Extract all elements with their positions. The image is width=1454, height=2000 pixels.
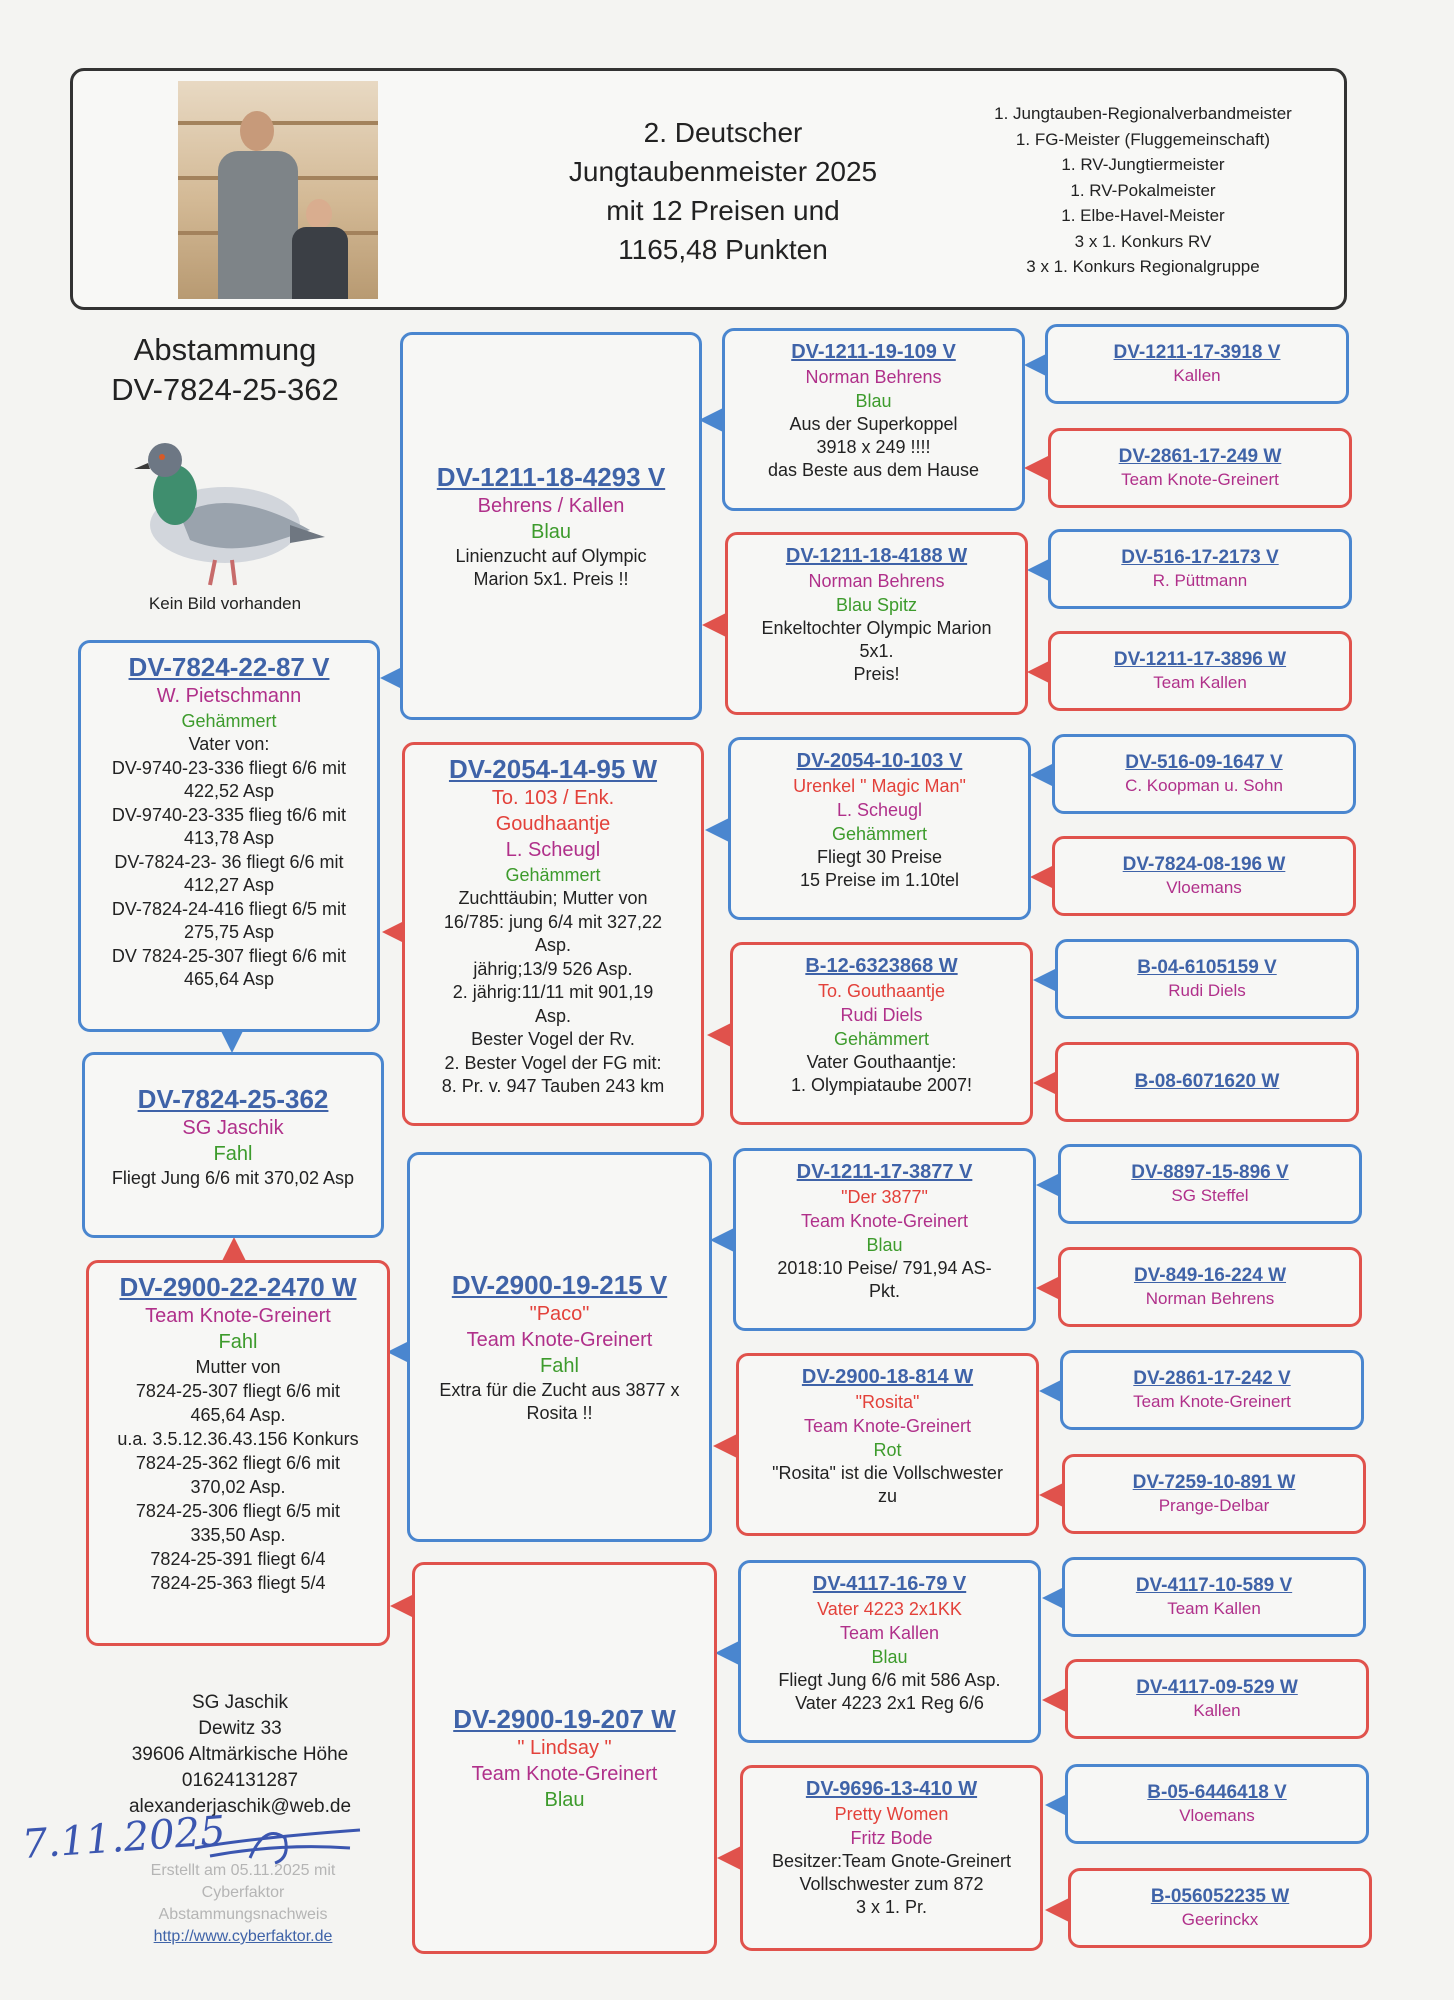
notes: "Rosita" ist die Vollschwester zu	[772, 1463, 1003, 1506]
gen4-card-5[interactable]	[1052, 734, 1356, 814]
color: Blau	[544, 1789, 585, 1811]
gen4-card-9[interactable]	[1058, 1144, 1362, 1224]
owner: L. Scheugl	[505, 839, 601, 861]
gen3-card-4[interactable]	[730, 942, 1033, 1125]
championship-headline: 2. Deutscher Jungtaubenmeister 2025 mit 12 Preisen und 1165,48 Punkten	[568, 117, 878, 265]
color: Gehämmert	[505, 865, 601, 885]
gen4-card-15[interactable]	[1065, 1764, 1369, 1844]
notes: Linienzucht auf Olympic Marion 5x1. Preis !!	[455, 546, 647, 589]
ring-number[interactable]: DV-2861-17-242 V	[1133, 1368, 1291, 1389]
owner: Kallen	[1173, 366, 1221, 385]
ring-number[interactable]: B-08-6071620 W	[1134, 1071, 1280, 1092]
gen4-card-13[interactable]	[1062, 1557, 1366, 1637]
ring-number[interactable]: DV-1211-18-4188 W	[785, 545, 968, 567]
color: Blau	[530, 521, 572, 543]
notes: Extra für die Zucht aus 3877 x Rosita !!	[439, 1380, 680, 1423]
gen3-card-7[interactable]	[738, 1560, 1041, 1743]
pigeon-name: " Lindsay "	[517, 1737, 612, 1759]
ring-number[interactable]: DV-2900-18-814 W	[801, 1366, 974, 1388]
owner: Norman Behrens	[805, 367, 942, 387]
title-item: 3 x 1. Konkurs RV	[1074, 231, 1212, 251]
dam-color: Fahl	[218, 1331, 258, 1353]
ring-number[interactable]: DV-849-16-224 W	[1133, 1265, 1287, 1286]
ring-number[interactable]: DV-4117-10-589 V	[1135, 1575, 1293, 1596]
title-item: 1. FG-Meister (Fluggemeinschaft)	[1015, 129, 1271, 149]
ring-number[interactable]: DV-1211-18-4293 V	[436, 462, 666, 492]
cyberfaktor-link[interactable]: http://www.cyberfaktor.de	[153, 1928, 333, 1945]
grandsire-paternal-card[interactable]	[400, 332, 702, 720]
owner: Team Knote-Greinert	[1121, 470, 1279, 489]
notes: Enkeltochter Olympic Marion 5x1. Preis!	[761, 618, 992, 684]
subject-owner: SG Jaschik	[182, 1117, 284, 1139]
gen4-card-4[interactable]	[1048, 631, 1352, 711]
ring-number[interactable]: DV-9696-13-410 W	[805, 1778, 978, 1800]
gen4-card-2[interactable]	[1048, 428, 1352, 508]
gen3-card-8[interactable]	[740, 1765, 1043, 1951]
sire-owner: W. Pietschmann	[156, 685, 302, 707]
pigeon-name: Urenkel " Magic Man"	[793, 776, 966, 796]
dam-owner: Team Knote-Greinert	[145, 1305, 331, 1327]
color: Gehämmert	[833, 1029, 930, 1049]
gen3-card-6[interactable]	[736, 1353, 1039, 1536]
dam-notes: Mutter von 7824-25-307 fliegt 6/6 mit 465,64 Asp. u.a. 3.5.12.36.43.156 Konkurs 7824-25-362 fliegt 6/6 mit 370,02 Asp. 7824-25-306 fliegt 6/5 mit 335,50 Asp. 7824-25-391 fliegt 6/4 7824-25-363 fliegt 5/4	[117, 1357, 359, 1593]
title-item: 1. RV-Jungtiermeister	[1061, 155, 1225, 174]
titles-list	[953, 101, 1333, 280]
ring-number[interactable]: B-05-6446418 V	[1147, 1782, 1287, 1803]
breeder-contact	[105, 1690, 375, 1820]
owner: Team Kallen	[839, 1623, 940, 1643]
notes: Zuchttäubin; Mutter von 16/785: jung 6/4 mit 327,22 Asp. jährig;13/9 526 Asp. 2. jährig:11/11 mit 901,19 Asp. Bester Vogel der Rv. 2. Bester Vogel der FG mit: 8. Pr. v. 947 Tauben 243 km	[441, 888, 665, 1096]
color: Blau	[855, 391, 892, 411]
sire-notes: Vater von: DV-9740-23-336 fliegt 6/6 mit 422,52 Asp DV-9740-23-335 flieg t6/6 mit 413,78 Asp DV-7824-23- 36 fliegt 6/6 mit 412,27 Asp DV-7824-24-416 fliegt 6/5 mit 275,75 Asp DV 7824-25-307 fliegt 6/6 mit 465,64 Asp	[111, 734, 347, 989]
pigeon-name: Pretty Women	[834, 1804, 949, 1824]
pigeon-name: To. 103 / Enk. Goudhaantje	[491, 787, 615, 835]
ring-number[interactable]: DV-516-09-1647 V	[1125, 752, 1283, 773]
notes: Fliegt Jung 6/6 mit 586 Asp. Vater 4223 2x1 Reg 6/6	[778, 1670, 1001, 1713]
notes: 2018:10 Peise/ 791,94 AS- Pkt.	[777, 1258, 992, 1301]
ring-number[interactable]: DV-1211-19-109 V	[791, 341, 956, 363]
ring-number[interactable]: DV-4117-16-79 V	[812, 1573, 967, 1595]
contact-city: 39606 Altmärkische Höhe	[131, 1744, 349, 1765]
color: Gehämmert	[831, 824, 928, 844]
pigeon-name: "Der 3877"	[841, 1187, 928, 1207]
gen4-card-8[interactable]	[1055, 1042, 1359, 1122]
owner: Team Knote-Greinert	[800, 1211, 969, 1231]
owner: Vloemans	[1179, 1806, 1255, 1825]
owner: Rudi Diels	[1168, 981, 1246, 1000]
gen4-card-14[interactable]	[1065, 1659, 1369, 1739]
color: Fahl	[540, 1355, 579, 1377]
owner: Norman Behrens	[808, 571, 945, 591]
owner: SG Steffel	[1171, 1186, 1249, 1205]
gen3-card-3[interactable]	[728, 737, 1031, 920]
notes: Aus der Superkoppel 3918 x 249 !!!! das Beste aus dem Hause	[767, 414, 980, 480]
ring-number[interactable]: DV-2900-19-207 W	[453, 1704, 676, 1734]
contact-phone: 01624131287	[181, 1770, 299, 1791]
pigeon-placeholder-image	[120, 425, 330, 595]
color: Blau	[871, 1647, 908, 1667]
notes: Vater Gouthaantje: 1. Olympiataube 2007!	[790, 1052, 973, 1095]
gen4-card-3[interactable]	[1048, 529, 1352, 609]
granddam-paternal-card[interactable]	[402, 742, 704, 1126]
ring-number[interactable]: DV-1211-17-3918 V	[1113, 342, 1281, 363]
software-credit: Erstellt am 05.11.2025 mit Cyberfaktor Abstammungsnachweis http://www.cyberfaktor.de	[118, 1860, 368, 1948]
owner: Team Knote-Greinert	[1133, 1392, 1291, 1411]
owner: Behrens / Kallen	[477, 495, 625, 517]
gen4-card-6[interactable]	[1052, 836, 1356, 916]
contact-email[interactable]: alexanderjaschik@web.de	[128, 1796, 352, 1817]
gen4-card-16[interactable]	[1068, 1868, 1372, 1948]
ring-number[interactable]: DV-2054-14-95 W	[448, 754, 658, 784]
ring-number[interactable]: DV-1211-17-3896 W	[1113, 649, 1287, 670]
gen4-card-1[interactable]	[1045, 324, 1349, 404]
owner: Team Knote-Greinert	[803, 1416, 972, 1436]
sire-ring-number[interactable]: DV-7824-22-87 V	[128, 652, 330, 682]
ring-number[interactable]: DV-1211-17-3877 V	[796, 1161, 973, 1183]
pigeon-name: "Paco"	[529, 1303, 590, 1325]
color: Blau Spitz	[835, 595, 918, 615]
pedigree-heading: Abstammung DV-7824-25-362	[111, 332, 339, 407]
sire-card[interactable]	[78, 640, 380, 1032]
owner: C. Koopman u. Sohn	[1125, 776, 1283, 795]
contact-street: Dewitz 33	[198, 1718, 282, 1739]
ring-number[interactable]: DV-8897-15-896 V	[1131, 1162, 1289, 1183]
subject-color: Fahl	[213, 1143, 253, 1165]
handwritten-date-signature: 7.11.2025	[20, 1807, 227, 1869]
gen4-card-11[interactable]	[1060, 1350, 1364, 1430]
owner: Fritz Bode	[850, 1828, 933, 1848]
ring-number[interactable]: B-04-6105159 V	[1137, 957, 1277, 978]
granddam-maternal-card[interactable]	[412, 1562, 717, 1954]
gen4-card-12[interactable]	[1062, 1454, 1366, 1534]
ring-number[interactable]: DV-2861-17-249 W	[1118, 446, 1282, 467]
title-item: 1. Jungtauben-Regionalverbandmeister	[994, 104, 1292, 123]
ring-number[interactable]: B-056052235 W	[1150, 1886, 1290, 1907]
gen3-card-1[interactable]	[722, 328, 1025, 511]
owner: Team Kallen	[1167, 1599, 1261, 1618]
dam-card[interactable]	[86, 1260, 390, 1646]
gen3-card-5[interactable]	[733, 1148, 1036, 1331]
gen3-card-2[interactable]	[725, 532, 1028, 715]
header-banner	[70, 68, 1347, 310]
ring-number[interactable]: DV-2054-10-103 V	[796, 750, 963, 772]
owner: Norman Behrens	[1145, 1289, 1275, 1308]
subject-card[interactable]	[82, 1052, 384, 1238]
owner: Prange-Delbar	[1158, 1496, 1270, 1515]
owner: Kallen	[1193, 1701, 1241, 1720]
grandsire-maternal-card[interactable]	[407, 1152, 712, 1542]
subject-ring-number[interactable]: DV-7824-25-362	[137, 1084, 329, 1114]
gen4-card-10[interactable]	[1058, 1247, 1362, 1327]
notes: Fliegt 30 Preise 15 Preise im 1.10tel	[799, 847, 960, 890]
owner: Geerinckx	[1181, 1910, 1259, 1929]
owner: Rudi Diels	[840, 1005, 923, 1025]
sire-color: Gehämmert	[181, 711, 277, 731]
ring-number[interactable]: DV-516-17-2173 V	[1121, 547, 1279, 568]
title-item: 1. RV-Pokalmeister	[1070, 180, 1216, 200]
ring-number[interactable]: B-12-6323868 W	[805, 955, 958, 977]
owner: Team Knote-Greinert	[471, 1763, 658, 1785]
pigeon-name: To. Gouthaantje	[817, 981, 946, 1001]
ring-number[interactable]: DV-4117-09-529 W	[1136, 1677, 1298, 1698]
ring-number[interactable]: DV-7824-08-196 W	[1122, 854, 1286, 875]
no-image-caption: Kein Bild vorhanden	[148, 594, 302, 613]
owner: L. Scheugl	[836, 800, 923, 820]
title-item: 1. Elbe-Havel-Meister	[1061, 206, 1225, 225]
gen4-card-7[interactable]	[1055, 939, 1359, 1019]
owner: Team Knote-Greinert	[466, 1329, 653, 1351]
notes: Besitzer:Team Gnote-Greinert Vollschwester zum 872 3 x 1. Pr.	[771, 1851, 1012, 1917]
owner: Team Kallen	[1153, 673, 1247, 692]
pigeon-name: "Rosita"	[855, 1392, 920, 1412]
title-item: 3 x 1. Konkurs Regionalgruppe	[1026, 257, 1260, 276]
ring-number[interactable]: DV-7259-10-891 W	[1132, 1472, 1296, 1493]
color: Blau	[866, 1235, 903, 1255]
color: Rot	[873, 1440, 902, 1460]
pigeon-name: Vater 4223 2x1KK	[817, 1599, 962, 1619]
breeder-photo	[178, 81, 378, 299]
dam-ring-number[interactable]: DV-2900-22-2470 W	[119, 1272, 357, 1302]
subject-notes: Fliegt Jung 6/6 mit 370,02 Asp	[111, 1168, 355, 1188]
ring-number[interactable]: DV-2900-19-215 V	[451, 1270, 668, 1300]
owner: R. Püttmann	[1152, 571, 1248, 590]
contact-name: SG Jaschik	[191, 1692, 289, 1713]
owner: Vloemans	[1166, 878, 1242, 897]
